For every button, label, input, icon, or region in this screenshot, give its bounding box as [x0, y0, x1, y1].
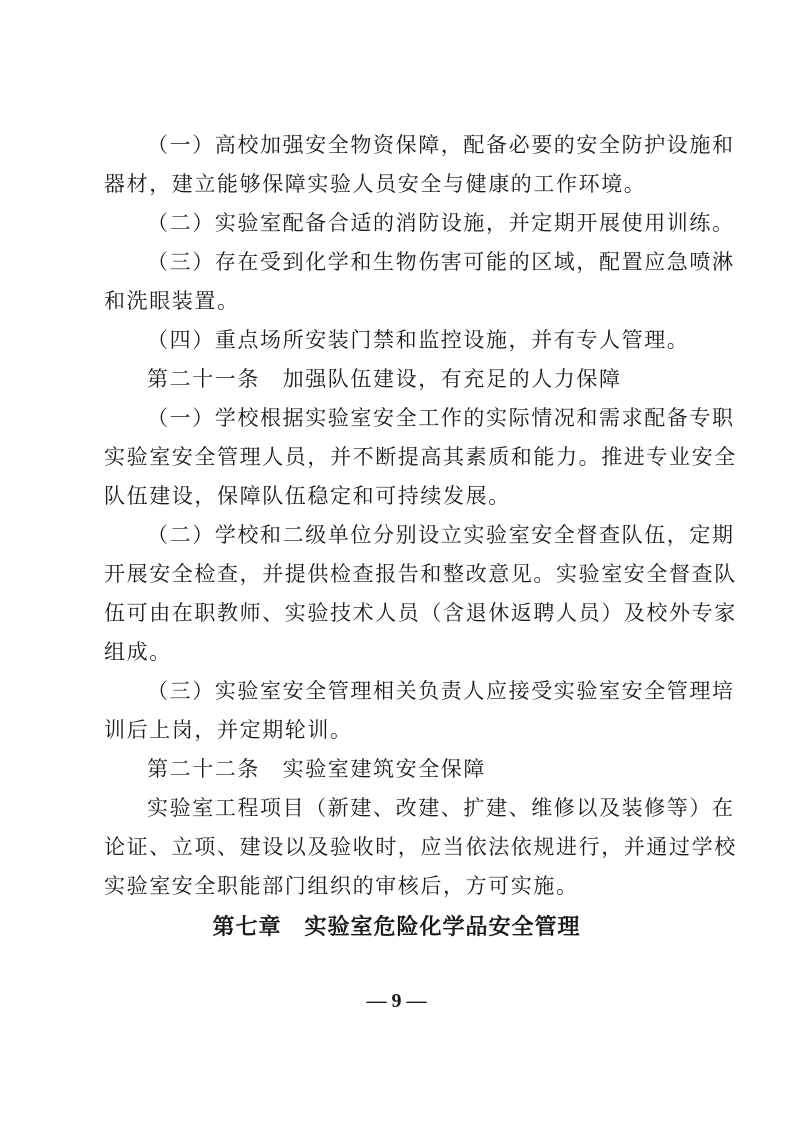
text-line: 队伍建设，保障队伍稳定和可持续发展。 — [104, 484, 511, 508]
text-line: 伍可由在职教师、实验技术人员（含退休返聘人员）及校外专家 — [104, 601, 737, 625]
text-line: 开展安全检查，并提供检查报告和整改意见。实验室安全督查队 — [104, 562, 737, 586]
text-line: （二）实验室配备合适的消防设施，并定期开展使用训练。 — [147, 211, 735, 235]
text-line: （四）重点场所安装门禁和监控设施，并有专人管理。 — [147, 328, 690, 352]
text-line: 实验室安全职能部门组织的审核后，方可实施。 — [104, 874, 579, 898]
text-line: 论证、立项、建设以及验收时，应当依法依规进行，并通过学校 — [104, 835, 737, 859]
text-line: 实验室安全管理人员，并不断提高其素质和能力。推进专业安全 — [104, 445, 737, 469]
text-line: （三）存在受到化学和生物伤害可能的区域，配置应急喷淋 — [147, 250, 735, 274]
page-number: — 9 — — [366, 990, 427, 1012]
chapter-title: 第七章 实验室危险化学品安全管理 — [212, 915, 581, 940]
text-line: 和洗眼装置。 — [104, 289, 240, 313]
text-line: （一）学校根据实验室安全工作的实际情况和需求配备专职 — [147, 406, 735, 430]
article-heading: 第二十二条 实验室建筑安全保障 — [147, 757, 486, 781]
text-line: 组成。 — [104, 640, 172, 664]
text-line: 训后上岗，并定期轮训。 — [104, 718, 353, 742]
text-line: 器材，建立能够保障实验人员安全与健康的工作环境。 — [104, 172, 647, 196]
text-line: （二）学校和二级单位分别设立实验室安全督查队伍，定期 — [147, 523, 735, 547]
text-line: （三）实验室安全管理相关负责人应接受实验室安全管理培 — [147, 679, 735, 703]
text-line: 实验室工程项目（新建、改建、扩建、维修以及装修等）在 — [147, 796, 735, 820]
text-line: （一）高校加强安全物资保障，配备必要的安全防护设施和 — [147, 133, 735, 157]
article-heading: 第二十一条 加强队伍建设，有充足的人力保障 — [147, 367, 622, 391]
